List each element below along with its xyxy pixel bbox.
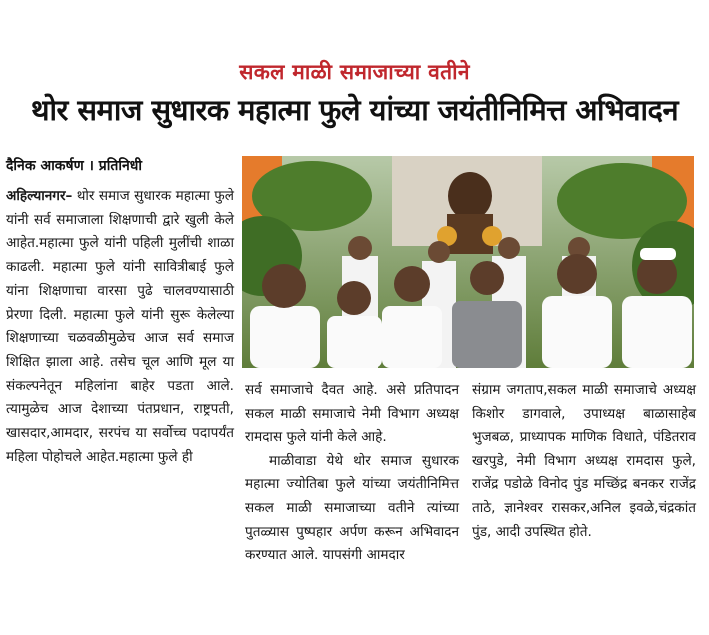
article-photo: [242, 156, 694, 368]
article-byline: दैनिक आकर्षण । प्रतिनिधी: [6, 158, 142, 174]
column-2-paragraph-2: [245, 450, 459, 568]
article-column-2: [245, 379, 459, 568]
group-photo-illustration: [242, 156, 694, 368]
column-1-text: थोर समाज सुधारक महात्मा फुले यांनी सर्व समाजाला शिक्षणाची द्वारे खुली केले आहेत.महात्मा फुले यांनी पहिली मुलींची शाळा काढली. महात्मा फुले यांनी सावित्रीबाई फुले यांना शिक्षणाचा वारसा पुढे चालवण्यासाठी प्रेरणा दिली. महात्मा फुले यांनी सुरू केलेल्या शिक्षणाच्या चळवळीमुळेच आज सर्व समाज शिक्षित झाला आहे. तसेच चूल आणि मूल या संकल्पनेतून महिलांना बाहेर पडता आले. त्यामुळेच आज देशाच्या पंतप्रधान, राष्ट्रपती, खासदार,आमदार, सरपंच या सर्वोच्च पदापर्यंत महिला पोहोचले आहेत.महात्मा फुले ही: [6, 188, 234, 465]
article-column-3: संग्राम जगताप,सकल माळी समाजाचे अध्यक्ष किशोर डागवाले, उपाध्यक्ष बाळासाहेब भुजबळ, प्राध्यापक माणिक विधाते, पंडितराव खरपुडे, नेमी विभाग अध्यक्ष रामदास फुले, राजेंद्र पडोळे विनोद पुंड मच्छिंद्र बनकर राजेंद्र ताठे, ज्ञानेश्वर रासकर,अनिल इवळे,चंद्रकांत पुंड, आदी उपस्थित होते.: [472, 382, 696, 540]
column-2-paragraph-1: सर्व समाजाचे दैवत आहे. असे प्रतिपादन सकल माळी समाजाचे नेमी विभाग अध्यक्ष रामदास फुले यांनी केले आहे.: [245, 382, 459, 446]
column-2-paragraph-2-text: माळीवाडा येथे थोर समाज सुधारक महात्मा ज्योतिबा फुले यांच्या जयंतीनिमित्त सकल माळी समाजाच्या वतीने त्यांच्या पुतळ्यास पुष्पहार अर्पण करून अभिवादन करण्यात आले. यापसंगी आमदार: [245, 452, 459, 564]
article-kicker: सकल माळी समाजाच्या वतीने: [239, 60, 470, 84]
article-dateline: अहिल्यानगर–: [6, 188, 73, 204]
article-column-1: [6, 185, 234, 469]
article-headline: थोर समाज सुधारक महात्मा फुले यांच्या जयंतीनिमित्त अभिवादन: [30, 93, 679, 127]
